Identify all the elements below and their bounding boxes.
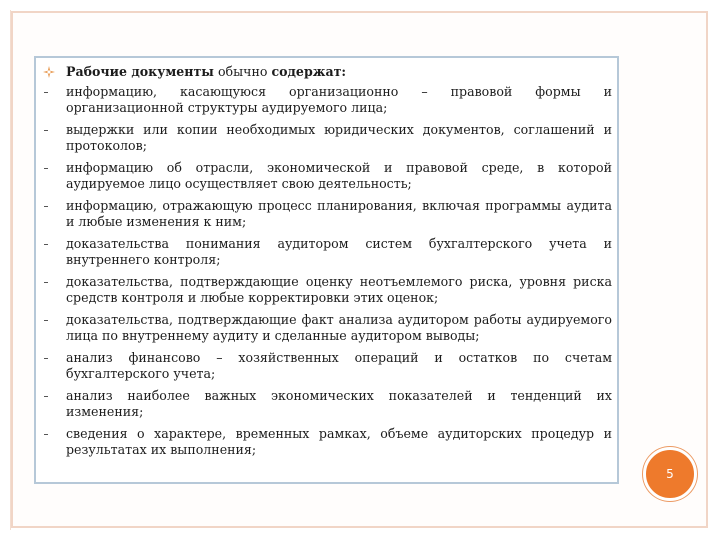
dash-bullet <box>44 206 48 207</box>
dash-bullet <box>44 434 48 435</box>
list-item-text: анализ финансово – хозяйственных операций и остатков по счетам бухгалтерского учета; <box>66 350 612 381</box>
dash-bullet <box>44 320 48 321</box>
content-box <box>34 56 619 484</box>
dash-bullet <box>44 92 48 93</box>
dash-bullet <box>44 168 48 169</box>
list-item-text: доказательства, подтверждающие факт анализа аудитором работы аудируемого лица по внутреннему аудиту и сделанные аудитором выводы; <box>66 312 612 343</box>
dash-bullet <box>44 282 48 283</box>
list-item-text: сведения о характере, временных рамках, объеме аудиторских процедур и результатах их выполнения; <box>66 426 612 457</box>
dash-bullet <box>44 130 48 131</box>
list-item-text: доказательства понимания аудитором систем бухгалтерского учета и внутреннего контроля; <box>66 236 612 267</box>
list-item-text: информацию, касающуюся организационно – правовой формы и организационной структуры аудируемого лица; <box>66 84 612 115</box>
heading-normal: обычно <box>217 64 268 79</box>
heading <box>66 64 346 79</box>
list-item-text: информацию, отражающую процесс планирования, включая программы аудита и любые изменения к ним; <box>66 198 612 229</box>
heading-bold: Рабочие документы <box>66 64 214 79</box>
left-margin-rule <box>10 10 11 530</box>
sparkle-bullet-icon <box>43 66 55 78</box>
list-item-text: доказательства, подтверждающие оценку неотъемлемого риска, уровня риска средств контроля и любые корректировки этих оценок; <box>66 274 612 305</box>
dash-bullet <box>44 244 48 245</box>
dash-bullet <box>44 396 48 397</box>
page-number: 5 <box>666 467 674 481</box>
list-item-text: анализ наиболее важных экономических показателей и тенденций их изменения; <box>66 388 612 419</box>
heading-bold-2: содержат: <box>271 64 347 79</box>
list-item-text: выдержки или копии необходимых юридических документов, соглашений и протоколов; <box>66 122 612 153</box>
list-item-text: информацию об отрасли, экономической и правовой среде, в которой аудируемое лицо осуществляет свою деятельность; <box>66 160 612 191</box>
page-number-badge <box>643 447 697 501</box>
heading-row <box>36 64 617 84</box>
dash-bullet <box>44 358 48 359</box>
